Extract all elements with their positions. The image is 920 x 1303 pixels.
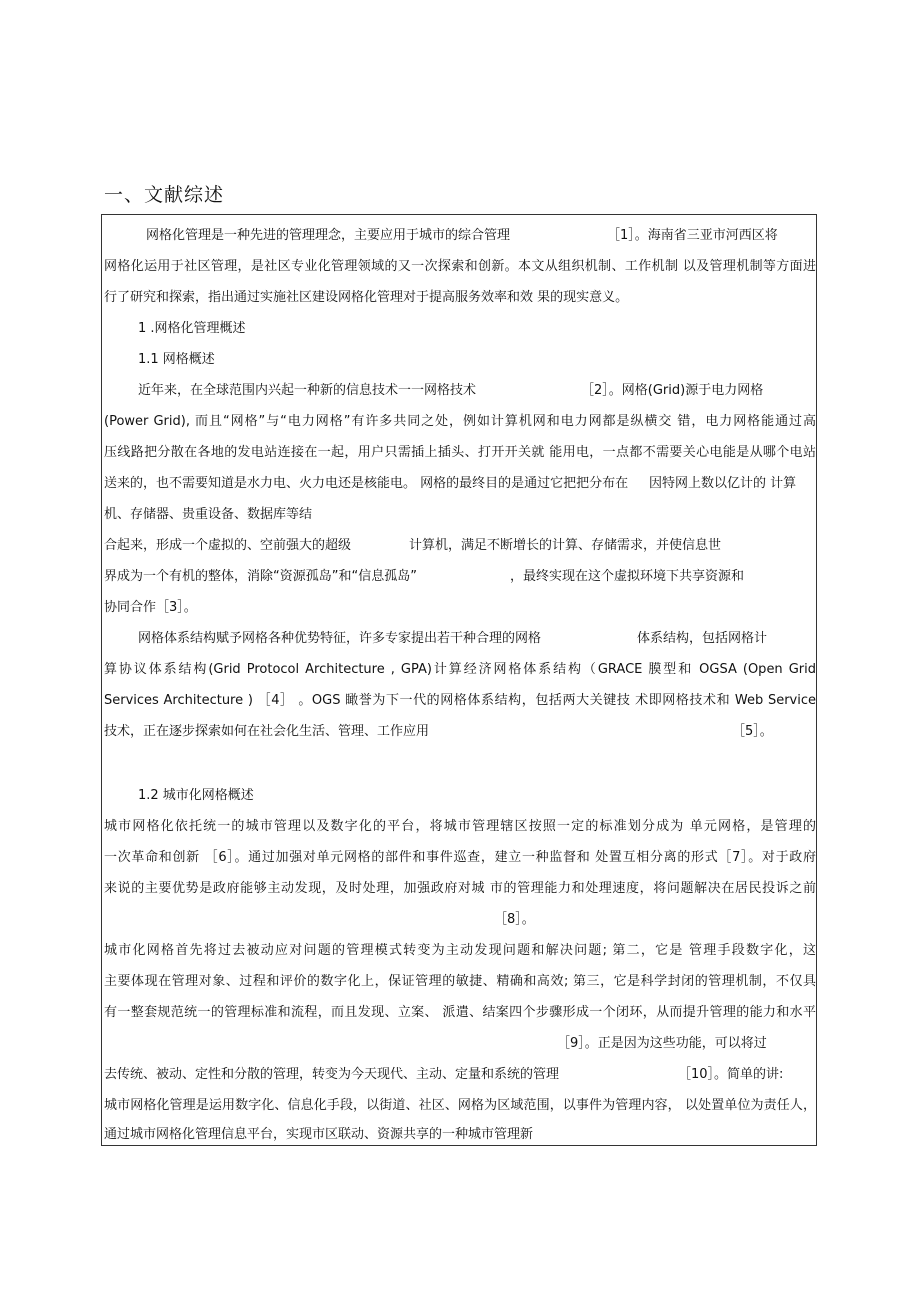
text-line: 计算机，满足不断增长的计算、存储需求，并使信息世 — [409, 538, 722, 553]
text-line: 一次革命和创新 ［6］。通过加强对单元网格的部件和事件巡查，建立一种监督和 处置互相分离的形式［7］。对于政府 — [104, 850, 816, 865]
text-line: 来说的主要优势是政府能够主动发现，及时处理，加强政府对城 市的管理能力和处理速度，将问题解决在居民投诉之前 — [104, 881, 816, 896]
text-line: ，最终实现在这个虚拟环境下共享资源和 — [510, 569, 745, 584]
text-line: ［8］。 — [494, 912, 535, 927]
text-line: ［1］。海南省三亚市河西区将 — [607, 228, 778, 243]
text-line: 网格化运用于社区管理，是社区专业化管理领域的又一次探索和创新。本文从组织机制、工作机制 以及管理机制等方面进 — [104, 259, 816, 274]
text-line: 界成为一个有机的整体，消除“资源孤岛”和“信息孤岛” — [104, 569, 417, 584]
text-line: 城市化网格首先将过去被动应对问题的管理模式转变为主动发现问题和解决问题; 第二，它是 管理手段数字化，这 — [104, 943, 816, 958]
text-line: 体系结构，包括网格计 — [637, 631, 768, 646]
text-line: 协同合作［3］。 — [104, 600, 197, 615]
text-line: 去传统、被动、定性和分散的管理，转变为今天现代、主动、定量和系统的管理 — [104, 1067, 560, 1082]
literature-review-box — [101, 214, 817, 1146]
text-line: 主要体现在管理对象、过程和评价的数字化上，保证管理的敏捷、精确和高效; 第三，它是科学封闭的管理机制，不仅具 — [104, 974, 816, 989]
text-line: Services Architecture ) ［4］ 。OGS 瞰誉为下一代的网格体系结构，包括两大关键技 术即网格技术和 Web Service — [104, 693, 816, 708]
text-line: 城市网格化管理是运用数字化、信息化手段，以街道、社区、网格为区域范围，以事件为管理内容， 以处置单位为责任人， — [104, 1098, 816, 1113]
text-line: 网格化管理是一种先进的管理理念，主要应用于城市的综合管理 — [146, 228, 511, 243]
text-line: ［10］。简单的讲: — [678, 1067, 784, 1082]
text-line: 算协议体系结构(Grid Protocol Architecture , GPA)计算经济网格体系结构（GRACE 膜型和 OGSA (Open Grid — [104, 662, 816, 677]
text-line: 合起来，形成一个虚拟的、空前强大的超级 — [104, 538, 352, 553]
text-line: 近年来，在全球范围内兴起一种新的信息技术一一网格技术 — [138, 383, 477, 398]
text-line: 技术，正在逐步探索如何在社会化生活、管理、工作应用 — [104, 724, 430, 739]
text-line: 1.1 网格概述 — [138, 352, 215, 367]
text-line: (Power Grid), 而且“网格”与“电力网格”有许多共同之处，例如计算机网和电力网都是纵横交 错，电力网格能通过高 — [104, 414, 816, 429]
text-line: 送来的，也不需要知道是水力电、火力电还是核能电。 网格的最终目的是通过它把把分布在 — [104, 476, 629, 491]
text-line: 网格体系结构赋予网格各种优势特征，许多专家提出若干种合理的网格 — [138, 631, 542, 646]
text-line: 行了研究和探索，指出通过实施社区建设网格化管理对于提高服务效率和效 果的现实意义。 — [104, 290, 629, 305]
text-line: ［2］。网格(Grid)源于电力网格 — [581, 383, 764, 398]
text-line: 有一整套规范统一的管理标准和流程，而且发现、立案、 派遣、结案四个步骤形成一个闭环，从而提升管理的能力和水平 — [104, 1005, 816, 1020]
text-line: 因特网上数以亿计的 计算 — [649, 476, 797, 491]
text-line: 通过城市网格化管理信息平台，实现市区联动、资源共享的一种城市管理新 — [104, 1127, 534, 1142]
text-line: 1 .网格化管理概述 — [138, 321, 246, 336]
text-line: 城市网格化依托统一的城市管理以及数字化的平台，将城市管理辖区按照一定的标准划分成为 单元网格，是管理的 — [104, 819, 816, 834]
text-line: 机、存储器、贵重设备、数据库等结 — [104, 507, 313, 522]
section-heading: 一、文献综述 — [104, 184, 225, 206]
text-line: 压线路把分散在各地的发电站连接在一起，用户只需插上插头、打开开关就 能用电，一点都不需要关心电能是从哪个电站 — [104, 445, 816, 460]
text-line: ［5］。 — [732, 724, 773, 739]
text-line: 1.2 城市化网格概述 — [138, 788, 254, 803]
text-line: ［9］。正是因为这些功能，可以将过 — [557, 1036, 767, 1051]
